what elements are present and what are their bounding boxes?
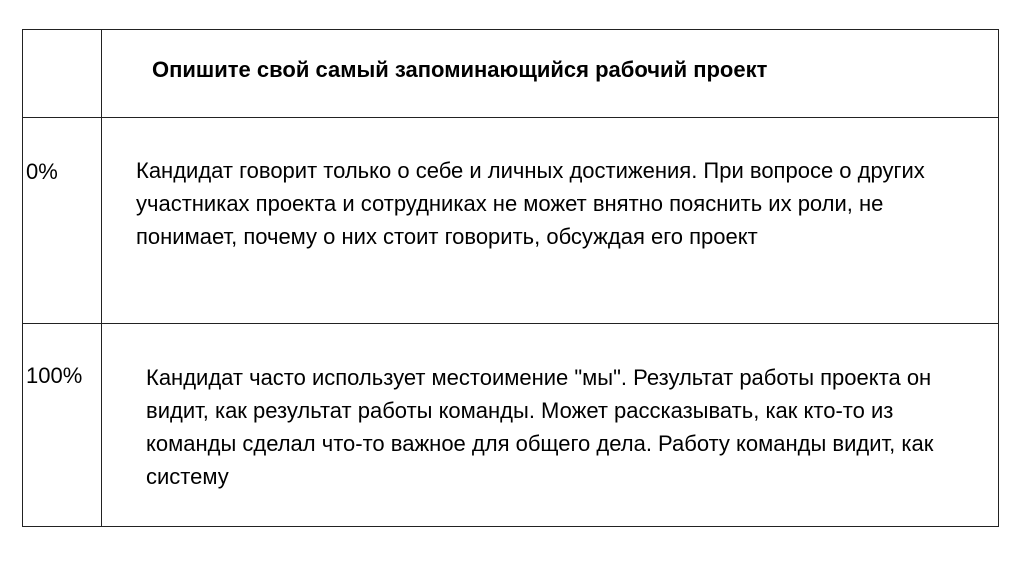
header-score-cell [23, 30, 102, 118]
table-row [23, 118, 999, 323]
rubric-table [22, 29, 999, 527]
question-title: Опишите свой самый запоминающийся рабочий проект [152, 56, 768, 82]
score-description: Кандидат часто использует местоимение "мы". Результат работы проекта он видит, как результат работы команды. Может рассказывать, как кто-то из команды сделал что-то важное для общего дела. Работу команды видит, как систему [102, 323, 999, 526]
header-question-cell [102, 30, 999, 118]
score-label: 100% [23, 323, 102, 526]
table-row [23, 323, 999, 526]
score-label: 0% [23, 118, 102, 323]
score-description: Кандидат говорит только о себе и личных достижения. При вопросе о других участниках проекта и сотрудниках не может внятно пояснить их роли, не понимает, почему о них стоит говорить, обсуждая его проект [102, 118, 999, 323]
table-header-row [23, 30, 999, 118]
